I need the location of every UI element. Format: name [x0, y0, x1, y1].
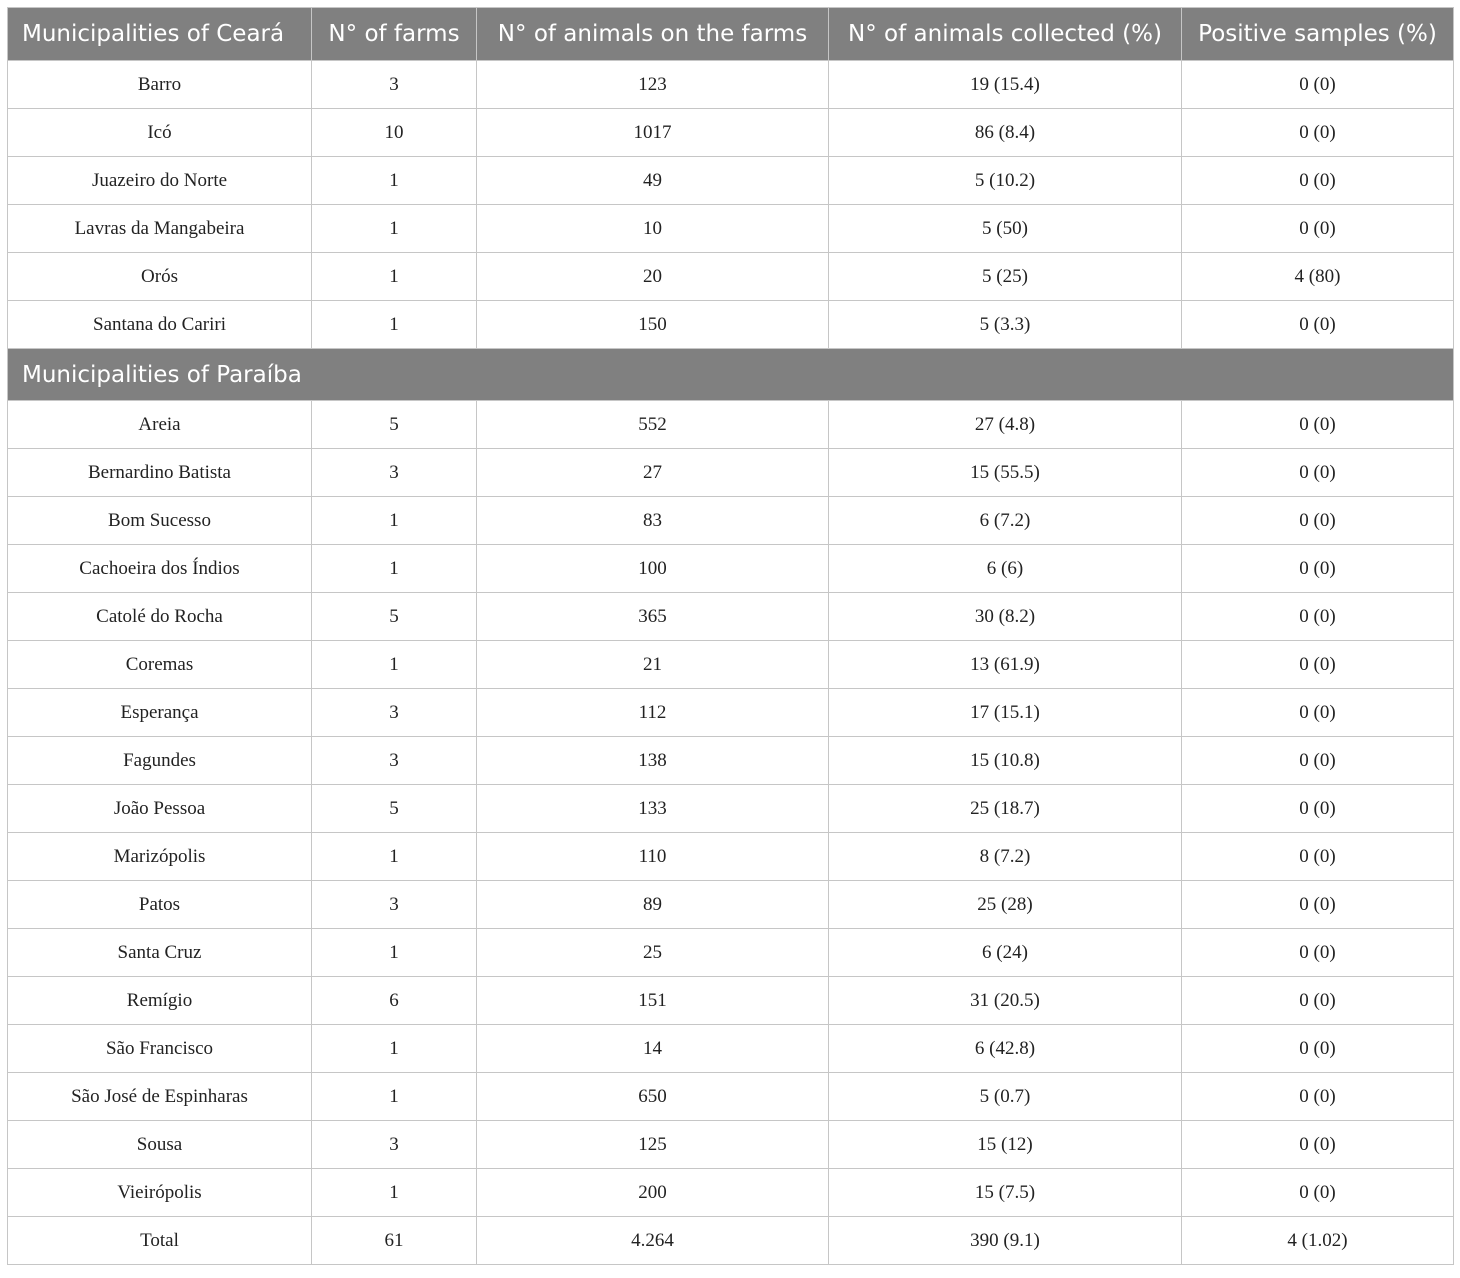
table-row — [8, 1121, 1454, 1169]
cell-farms: 6 — [312, 977, 477, 1025]
cell-positive-samples: 0 (0) — [1182, 1169, 1454, 1217]
cell-municipality: Santa Cruz — [8, 929, 312, 977]
header-row — [8, 8, 1454, 61]
cell-positive-samples: 0 (0) — [1182, 545, 1454, 593]
table-row — [8, 301, 1454, 349]
cell-animals-on-farms: 1017 — [477, 109, 829, 157]
table-row — [8, 641, 1454, 689]
cell-animals-collected: 8 (7.2) — [829, 833, 1182, 881]
paraiba-section — [8, 349, 1454, 401]
section-title-paraiba: Municipalities of Paraíba — [8, 349, 1454, 401]
cell-municipality: Marizópolis — [8, 833, 312, 881]
total-cell-animals-on-farms: 4.264 — [477, 1217, 829, 1265]
table-row — [8, 545, 1454, 593]
cell-municipality: Bom Sucesso — [8, 497, 312, 545]
cell-animals-on-farms: 123 — [477, 61, 829, 109]
cell-animals-on-farms: 89 — [477, 881, 829, 929]
cell-farms: 5 — [312, 593, 477, 641]
header-positive-samples: Positive samples (%) — [1182, 8, 1454, 61]
cell-positive-samples: 0 (0) — [1182, 1073, 1454, 1121]
total-cell-farms: 61 — [312, 1217, 477, 1265]
cell-positive-samples: 0 (0) — [1182, 497, 1454, 545]
cell-municipality: Icó — [8, 109, 312, 157]
cell-animals-collected: 17 (15.1) — [829, 689, 1182, 737]
cell-animals-on-farms: 21 — [477, 641, 829, 689]
cell-animals-collected: 30 (8.2) — [829, 593, 1182, 641]
cell-animals-on-farms: 49 — [477, 157, 829, 205]
cell-farms: 1 — [312, 641, 477, 689]
cell-positive-samples: 0 (0) — [1182, 1025, 1454, 1073]
cell-positive-samples: 4 (80) — [1182, 253, 1454, 301]
cell-animals-on-farms: 27 — [477, 449, 829, 497]
header-municipality: Municipalities of Ceará — [8, 8, 312, 61]
cell-animals-collected: 86 (8.4) — [829, 109, 1182, 157]
cell-positive-samples: 0 (0) — [1182, 977, 1454, 1025]
cell-municipality: Vieirópolis — [8, 1169, 312, 1217]
cell-positive-samples: 0 (0) — [1182, 157, 1454, 205]
total-cell-municipality: Total — [8, 1217, 312, 1265]
cell-positive-samples: 0 (0) — [1182, 689, 1454, 737]
cell-farms: 1 — [312, 833, 477, 881]
cell-positive-samples: 0 (0) — [1182, 205, 1454, 253]
cell-farms: 1 — [312, 1073, 477, 1121]
table-row — [8, 253, 1454, 301]
table-row — [8, 1073, 1454, 1121]
cell-farms: 1 — [312, 929, 477, 977]
cell-positive-samples: 0 (0) — [1182, 929, 1454, 977]
cell-positive-samples: 0 (0) — [1182, 641, 1454, 689]
cell-farms: 3 — [312, 881, 477, 929]
cell-farms: 3 — [312, 61, 477, 109]
header-animals-on-farms: N° of animals on the farms — [477, 8, 829, 61]
cell-farms: 1 — [312, 157, 477, 205]
cell-animals-collected: 5 (0.7) — [829, 1073, 1182, 1121]
cell-animals-collected: 31 (20.5) — [829, 977, 1182, 1025]
total-cell-animals-collected: 390 (9.1) — [829, 1217, 1182, 1265]
cell-animals-collected: 5 (50) — [829, 205, 1182, 253]
cell-positive-samples: 0 (0) — [1182, 1121, 1454, 1169]
cell-farms: 3 — [312, 689, 477, 737]
table-row — [8, 689, 1454, 737]
cell-municipality: João Pessoa — [8, 785, 312, 833]
cell-positive-samples: 0 (0) — [1182, 833, 1454, 881]
cell-municipality: Juazeiro do Norte — [8, 157, 312, 205]
cell-animals-on-farms: 650 — [477, 1073, 829, 1121]
cell-animals-on-farms: 552 — [477, 401, 829, 449]
table-row — [8, 205, 1454, 253]
header-animals-collected: N° of animals collected (%) — [829, 8, 1182, 61]
table-row — [8, 833, 1454, 881]
cell-municipality: Bernardino Batista — [8, 449, 312, 497]
cell-animals-on-farms: 138 — [477, 737, 829, 785]
cell-positive-samples: 0 (0) — [1182, 881, 1454, 929]
cell-animals-collected: 6 (24) — [829, 929, 1182, 977]
cell-animals-on-farms: 112 — [477, 689, 829, 737]
cell-positive-samples: 0 (0) — [1182, 785, 1454, 833]
table-row — [8, 1169, 1454, 1217]
cell-animals-collected: 19 (15.4) — [829, 61, 1182, 109]
cell-animals-on-farms: 365 — [477, 593, 829, 641]
table-row — [8, 157, 1454, 205]
cell-municipality: Remígio — [8, 977, 312, 1025]
cell-animals-collected: 5 (10.2) — [829, 157, 1182, 205]
cell-farms: 1 — [312, 301, 477, 349]
cell-animals-on-farms: 133 — [477, 785, 829, 833]
total-row — [8, 1217, 1454, 1265]
cell-animals-collected: 6 (7.2) — [829, 497, 1182, 545]
cell-municipality: Santana do Cariri — [8, 301, 312, 349]
cell-municipality: Areia — [8, 401, 312, 449]
cell-animals-collected: 25 (18.7) — [829, 785, 1182, 833]
header-farms: N° of farms — [312, 8, 477, 61]
cell-animals-collected: 27 (4.8) — [829, 401, 1182, 449]
table-row — [8, 1025, 1454, 1073]
cell-animals-on-farms: 20 — [477, 253, 829, 301]
cell-animals-on-farms: 100 — [477, 545, 829, 593]
cell-municipality: Sousa — [8, 1121, 312, 1169]
cell-farms: 1 — [312, 545, 477, 593]
cell-municipality: São Francisco — [8, 1025, 312, 1073]
table-row — [8, 109, 1454, 157]
cell-animals-collected: 5 (25) — [829, 253, 1182, 301]
cell-municipality: Barro — [8, 61, 312, 109]
table-row — [8, 737, 1454, 785]
cell-municipality: Catolé do Rocha — [8, 593, 312, 641]
cell-positive-samples: 0 (0) — [1182, 737, 1454, 785]
total-cell-positive-samples: 4 (1.02) — [1182, 1217, 1454, 1265]
cell-animals-on-farms: 200 — [477, 1169, 829, 1217]
cell-farms: 1 — [312, 1169, 477, 1217]
cell-positive-samples: 0 (0) — [1182, 401, 1454, 449]
cell-positive-samples: 0 (0) — [1182, 61, 1454, 109]
cell-farms: 3 — [312, 1121, 477, 1169]
cell-municipality: Lavras da Mangabeira — [8, 205, 312, 253]
section-header-row — [8, 349, 1454, 401]
cell-farms: 1 — [312, 205, 477, 253]
cell-municipality: Patos — [8, 881, 312, 929]
table-row — [8, 449, 1454, 497]
cell-farms: 5 — [312, 401, 477, 449]
cell-animals-collected: 6 (42.8) — [829, 1025, 1182, 1073]
cell-farms: 1 — [312, 497, 477, 545]
table-row — [8, 593, 1454, 641]
cell-positive-samples: 0 (0) — [1182, 449, 1454, 497]
cell-farms: 1 — [312, 1025, 477, 1073]
ceara-rows — [8, 61, 1454, 349]
municipalities-table — [7, 7, 1454, 1265]
cell-municipality: Esperança — [8, 689, 312, 737]
cell-animals-collected: 25 (28) — [829, 881, 1182, 929]
cell-positive-samples: 0 (0) — [1182, 301, 1454, 349]
cell-animals-collected: 6 (6) — [829, 545, 1182, 593]
cell-animals-collected: 15 (10.8) — [829, 737, 1182, 785]
cell-animals-collected: 15 (12) — [829, 1121, 1182, 1169]
cell-animals-on-farms: 25 — [477, 929, 829, 977]
cell-animals-on-farms: 10 — [477, 205, 829, 253]
cell-animals-collected: 5 (3.3) — [829, 301, 1182, 349]
cell-animals-on-farms: 14 — [477, 1025, 829, 1073]
cell-animals-on-farms: 151 — [477, 977, 829, 1025]
cell-animals-on-farms: 150 — [477, 301, 829, 349]
cell-animals-on-farms: 83 — [477, 497, 829, 545]
table-row — [8, 929, 1454, 977]
cell-farms: 10 — [312, 109, 477, 157]
cell-farms: 5 — [312, 785, 477, 833]
cell-municipality: Fagundes — [8, 737, 312, 785]
cell-farms: 3 — [312, 449, 477, 497]
cell-municipality: Coremas — [8, 641, 312, 689]
cell-animals-collected: 13 (61.9) — [829, 641, 1182, 689]
paraiba-rows — [8, 401, 1454, 1217]
table-row — [8, 785, 1454, 833]
cell-municipality: Orós — [8, 253, 312, 301]
cell-animals-collected: 15 (7.5) — [829, 1169, 1182, 1217]
cell-farms: 1 — [312, 253, 477, 301]
table-row — [8, 881, 1454, 929]
table-row — [8, 497, 1454, 545]
cell-positive-samples: 0 (0) — [1182, 593, 1454, 641]
table-row — [8, 977, 1454, 1025]
cell-positive-samples: 0 (0) — [1182, 109, 1454, 157]
cell-municipality: São José de Espinharas — [8, 1073, 312, 1121]
table-row — [8, 401, 1454, 449]
cell-animals-on-farms: 110 — [477, 833, 829, 881]
total-section — [8, 1217, 1454, 1265]
cell-animals-collected: 15 (55.5) — [829, 449, 1182, 497]
cell-municipality: Cachoeira dos Índios — [8, 545, 312, 593]
cell-animals-on-farms: 125 — [477, 1121, 829, 1169]
cell-farms: 3 — [312, 737, 477, 785]
table-row — [8, 61, 1454, 109]
